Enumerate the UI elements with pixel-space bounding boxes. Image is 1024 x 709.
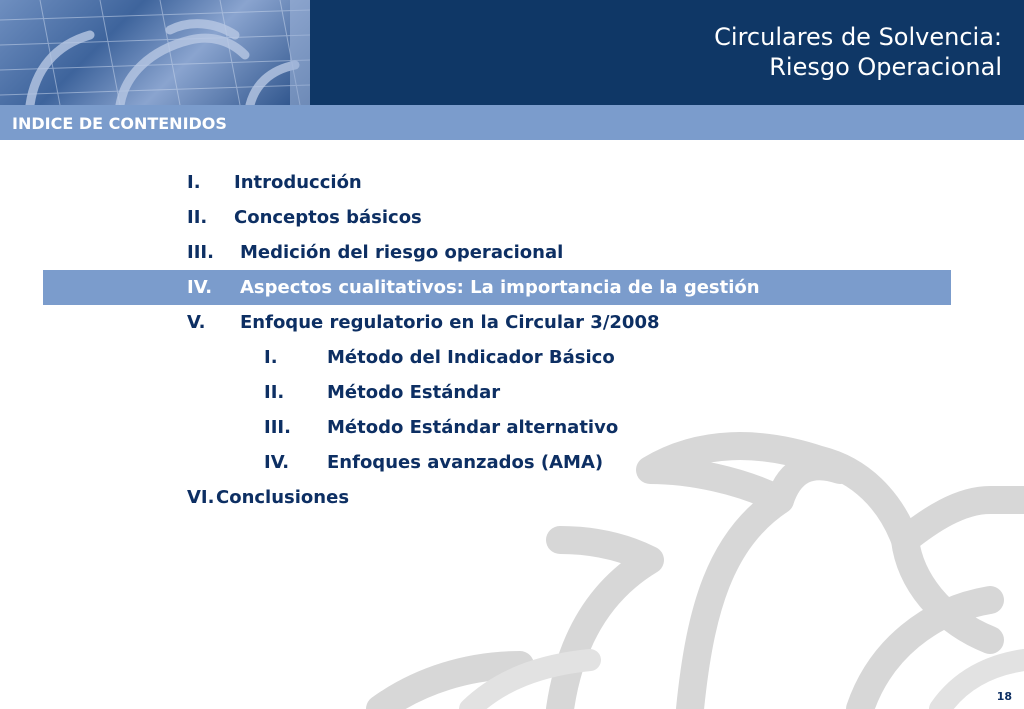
- page-title-line2: Riesgo Operacional: [769, 53, 1002, 81]
- header-photo: [0, 0, 310, 105]
- toc-item-label: Enfoque regulatorio en la Circular 3/2008: [240, 312, 660, 333]
- toc-item-label: Enfoques avanzados (AMA): [327, 452, 604, 473]
- toc-item-medicion[interactable]: [187, 235, 563, 270]
- griffin-logo-icon: [0, 0, 310, 105]
- toc-item-number: IV.: [187, 277, 213, 298]
- toc-subitem-estandar-alternativo[interactable]: [264, 410, 618, 445]
- toc-item-number: II.: [264, 382, 285, 403]
- page-number: 18: [996, 690, 1012, 703]
- page-title-line1: Circulares de Solvencia:: [714, 23, 1002, 51]
- toc-item-label: Método del Indicador Básico: [327, 347, 615, 368]
- toc-item-aspectos-active[interactable]: [43, 270, 951, 305]
- toc-item-conclusiones[interactable]: [187, 480, 349, 515]
- toc-item-number: V.: [187, 312, 206, 333]
- toc-item-number: I.: [264, 347, 278, 368]
- toc-subitem-enfoques-avanzados[interactable]: [264, 445, 603, 480]
- section-label: INDICE DE CONTENIDOS: [12, 114, 227, 133]
- toc-item-introduccion[interactable]: [187, 165, 362, 200]
- toc-item-label: Conceptos básicos: [234, 207, 422, 228]
- toc-item-label: Aspectos cualitativos: La importancia de la gestión: [240, 277, 760, 298]
- toc-item-number: II.: [187, 207, 208, 228]
- toc-item-enfoque-regulatorio[interactable]: [187, 305, 660, 340]
- header-bar: [0, 0, 1024, 105]
- toc-item-label: Método Estándar: [327, 382, 501, 403]
- toc-item-label: Método Estándar alternativo: [327, 417, 619, 438]
- toc-subitem-indicador-basico[interactable]: [264, 340, 615, 375]
- toc-subitem-estandar[interactable]: [264, 375, 500, 410]
- section-bar: [0, 105, 1024, 140]
- toc-item-label: Conclusiones: [216, 487, 350, 508]
- toc-item-number: III.: [264, 417, 291, 438]
- toc-item-conceptos[interactable]: [187, 200, 422, 235]
- toc-item-number: VI.: [187, 487, 215, 508]
- toc-item-label: Medición del riesgo operacional: [240, 242, 564, 263]
- toc-item-label: Introducción: [234, 172, 362, 193]
- toc-item-number: I.: [187, 172, 201, 193]
- page-title: [714, 22, 1002, 82]
- toc-item-number: IV.: [264, 452, 290, 473]
- toc-item-number: III.: [187, 242, 214, 263]
